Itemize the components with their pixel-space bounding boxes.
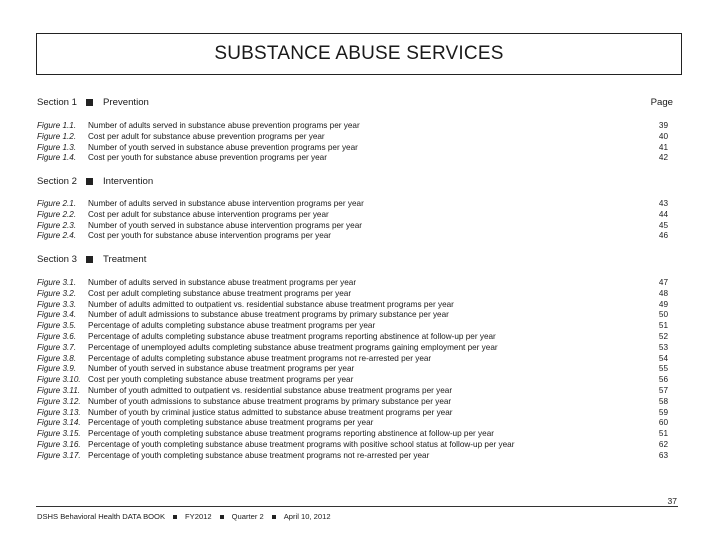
figure-description: Percentage of youth completing substance abuse treatment programs reporting abstinence at follow-up per year (88, 429, 494, 439)
section-1-heading (37, 97, 149, 108)
figure-row (37, 199, 668, 210)
figure-page: 39 (658, 121, 668, 130)
figure-page: 50 (658, 310, 668, 320)
figure-row (37, 321, 668, 332)
square-bullet-icon (86, 256, 93, 263)
figure-row (37, 397, 668, 408)
figure-page: 49 (658, 299, 668, 309)
figure-description: Number of youth admitted to outpatient vs. residential substance abuse treatment programs per year (88, 385, 453, 395)
figure-page: 51 (658, 321, 668, 331)
figure-page: 58 (658, 396, 668, 406)
figure-row (37, 310, 668, 321)
footer-divider (36, 506, 678, 507)
figure-description: Number of adults served in substance abuse intervention programs per year (88, 199, 364, 208)
square-bullet-icon (86, 178, 93, 185)
figure-number: Figure 3.9. (37, 364, 77, 374)
figure-page: 46 (658, 231, 668, 241)
footer-quarter: Quarter 2 (231, 512, 264, 521)
figure-number: Figure 2.2. (37, 209, 77, 219)
figure-description: Number of adult admissions to substance abuse treatment programs by primary substance per year (88, 310, 449, 320)
figure-number: Figure 3.5. (37, 321, 77, 331)
figure-description: Percentage of adults completing substance abuse treatment programs per year (88, 321, 376, 331)
figure-row (37, 451, 668, 462)
figure-number: Figure 3.4. (37, 310, 77, 320)
figure-number: Figure 3.2. (37, 288, 77, 298)
figure-description: Percentage of youth completing substance abuse treatment programs with positive school status at follow-up per year (88, 439, 515, 449)
figure-page: 53 (658, 342, 668, 352)
figure-row (37, 354, 668, 365)
figure-row (37, 429, 668, 440)
figure-description: Number of youth served in substance abuse intervention programs per year (88, 220, 362, 230)
figure-description: Percentage of youth completing substance abuse treatment programs not re-arrested per year (88, 450, 430, 460)
section-name: Intervention (103, 176, 154, 187)
figure-page: 54 (658, 353, 668, 363)
figure-page: 52 (658, 331, 668, 341)
figure-row (37, 408, 668, 419)
figure-row (37, 153, 668, 164)
section-3-figure-list (37, 278, 668, 462)
figure-page: 60 (658, 418, 668, 428)
figure-description: Number of youth by criminal justice status admitted to substance abuse treatment programs per year (88, 407, 453, 417)
figure-description: Cost per adult completing substance abuse treatment programs per year (88, 288, 352, 298)
figure-description: Number of adults served in substance abuse treatment programs per year (88, 278, 357, 287)
figure-row (37, 289, 668, 300)
figure-number: Figure 3.6. (37, 331, 77, 341)
square-bullet-icon (86, 99, 93, 106)
figure-description: Cost per adult for substance abuse intervention programs per year (88, 209, 329, 219)
figure-number: Figure 2.4. (37, 231, 77, 241)
figure-row (37, 364, 668, 375)
footer (37, 512, 331, 521)
figure-row (37, 386, 668, 397)
figure-row (37, 132, 668, 143)
figure-description: Number of youth admissions to substance abuse treatment programs by primary substance per year (88, 396, 452, 406)
figure-page: 45 (658, 220, 668, 230)
figure-page: 56 (658, 375, 668, 385)
figure-row (37, 332, 668, 343)
title-box (36, 33, 682, 75)
section-2-figure-list (37, 199, 668, 242)
figure-page: 63 (658, 450, 668, 460)
figure-row (37, 278, 668, 289)
figure-number: Figure 3.16. (37, 439, 81, 449)
figure-number: Figure 1.1. (37, 121, 77, 130)
figure-number: Figure 3.14. (37, 418, 81, 428)
figure-description: Number of youth served in substance abuse prevention programs per year (88, 142, 358, 152)
footer-date: April 10, 2012 (283, 512, 331, 521)
figure-page: 59 (658, 407, 668, 417)
square-bullet-icon (272, 515, 276, 519)
figure-description: Number of adults served in substance abuse prevention programs per year (88, 121, 360, 130)
figure-row (37, 221, 668, 232)
figure-description: Percentage of adults completing substance abuse treatment programs reporting abstinence at follow-up per year (88, 331, 496, 341)
figure-row (37, 231, 668, 242)
figure-number: Figure 3.13. (37, 407, 81, 417)
figure-number: Figure 3.12. (37, 396, 81, 406)
figure-number: Figure 3.8. (37, 353, 77, 363)
figure-number: Figure 3.3. (37, 299, 77, 309)
figure-page: 62 (658, 439, 668, 449)
figure-row (37, 440, 668, 451)
figure-row (37, 121, 668, 132)
figure-number: Figure 1.4. (37, 153, 77, 163)
figure-page: 40 (658, 131, 668, 141)
figure-page: 41 (658, 142, 668, 152)
figure-page: 57 (658, 385, 668, 395)
figure-page: 43 (658, 199, 668, 208)
figure-number: Figure 3.10. (37, 375, 81, 385)
square-bullet-icon (173, 515, 177, 519)
figure-page: 47 (658, 278, 668, 287)
figure-description: Percentage of adults completing substance abuse treatment programs not re-arrested per year (88, 353, 432, 363)
figure-description: Cost per youth for substance abuse prevention programs per year (88, 153, 327, 163)
page-title: SUBSTANCE ABUSE SERVICES (214, 43, 504, 64)
footer-fy: FY2012 (185, 512, 212, 521)
section-label: Section 2 (37, 176, 78, 187)
figure-page: 55 (658, 364, 668, 374)
section-3-heading (37, 254, 146, 265)
figure-number: Figure 3.15. (37, 429, 81, 439)
figure-page: 51 (658, 429, 668, 439)
footer-org: DSHS Behavioral Health DATA BOOK (37, 512, 166, 521)
figure-row (37, 143, 668, 154)
section-label: Section 1 (37, 97, 78, 108)
section-1-figure-list (37, 121, 668, 164)
figure-number: Figure 3.11. (37, 385, 81, 395)
figure-description: Cost per youth completing substance abuse treatment programs per year (88, 375, 354, 385)
page-number: 37 (667, 496, 677, 506)
figure-description: Percentage of unemployed adults completing substance abuse treatment programs gaining employment per year (88, 342, 498, 352)
figure-number: Figure 1.2. (37, 131, 77, 141)
section-name: Treatment (103, 254, 147, 265)
figure-description: Number of youth served in substance abuse treatment programs per year (88, 364, 355, 374)
figure-number: Figure 2.1. (37, 199, 77, 208)
section-2-heading (37, 176, 153, 187)
figure-number: Figure 3.17. (37, 450, 81, 460)
figure-number: Figure 3.1. (37, 278, 77, 287)
figure-description: Percentage of youth completing substance abuse treatment programs per year (88, 418, 374, 428)
figure-number: Figure 2.3. (37, 220, 77, 230)
square-bullet-icon (220, 515, 224, 519)
figure-row (37, 343, 668, 354)
figure-row (37, 210, 668, 221)
figure-description: Cost per adult for substance abuse prevention programs per year (88, 131, 325, 141)
section-label: Section 3 (37, 254, 78, 265)
figure-description: Number of adults admitted to outpatient vs. residential substance abuse treatment programs per year (88, 299, 454, 309)
figure-row (37, 418, 668, 429)
figure-description: Cost per youth for substance abuse intervention programs per year (88, 231, 332, 241)
figure-number: Figure 1.3. (37, 142, 77, 152)
page-column-label: Page (650, 97, 673, 108)
figure-page: 48 (658, 288, 668, 298)
figure-page: 44 (658, 209, 668, 219)
figure-page: 42 (658, 153, 668, 163)
figure-number: Figure 3.7. (37, 342, 77, 352)
figure-row (37, 300, 668, 311)
figure-row (37, 375, 668, 386)
section-name: Prevention (103, 97, 149, 108)
